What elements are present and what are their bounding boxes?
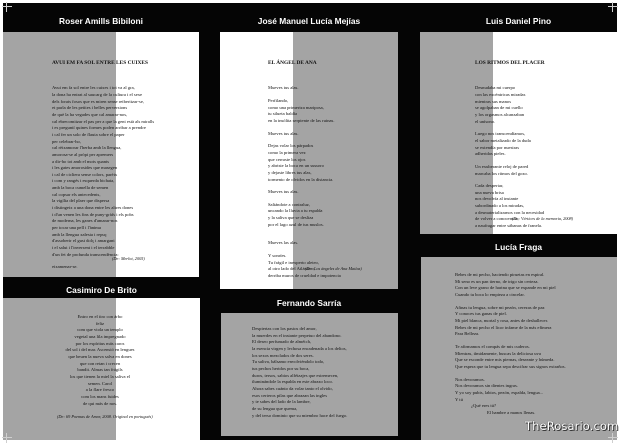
poem-line: subordinado a los miradas, (475, 203, 525, 209)
poem-line: de què la ha vegades que cal amarar-nos, (52, 111, 128, 117)
poem-line: que cerraste los ojos (268, 156, 306, 162)
poem-line: de volver a conocernos, (475, 216, 519, 222)
poem-line: Mientras, tímidamente, buscas la deliciosa uva (455, 350, 541, 356)
poem-line: de moderna, les ganes d'amarar-nos (52, 218, 118, 224)
poem-line: Bebes de mi pecho, haciendo piruetas en espiral. (455, 272, 545, 277)
poem-line: esos certeros pilas que abrazan las ingles (252, 392, 328, 398)
poem-line: mientras sus manos (475, 98, 511, 104)
poem-line: tu silueta baldía (268, 111, 298, 117)
poem-line: Tu saliva, bálsamo envolviéndolo todo, (252, 359, 325, 365)
poem-line: Luego nos transcendíamos, (475, 131, 526, 137)
poem-line: Afinas tu lengua, sobre mi pezón, cerezas de paz (455, 304, 545, 310)
poem-line: la esencia virgen y lechosa encadenada a los deltos, (252, 345, 347, 351)
jose-author-header: José Manuel Lucía Mejías (257, 16, 361, 26)
poem-line: Con un leve grano de harina que se expande en mi piel (455, 285, 556, 291)
poem-line: feliz (95, 320, 105, 326)
roser-poem-lines (52, 85, 154, 271)
poem-line: se agolpaban de mi cuello (475, 105, 523, 111)
poem-line: Un exuberante reloj de pared (475, 163, 529, 169)
poem-line: duros, tersos, sabios alféizajes que estremecen, (252, 372, 339, 378)
poem-line: Mueves tus alas. (268, 85, 299, 91)
poem-line: cal copsar els antecedents, (52, 191, 101, 197)
casimiro-poem (20, 314, 180, 407)
poem-line: vegetal una lila impregnado (74, 333, 126, 339)
poem-line: el unísono. (475, 118, 496, 124)
poem-line: i cal de cicliera sense colors, parèix (52, 171, 118, 177)
crop-mark-top-left-icon (2, 2, 12, 12)
roser-poem-source: (De: Merlot, 2005) (112, 256, 145, 261)
poem-line: El deseo perfumado de alméich, (252, 339, 312, 345)
poem-line: el sabor metalizado de la duda (475, 137, 531, 143)
poem-line: d'un fet de profunda transcendència: (52, 251, 119, 257)
poem-line: al otro lado del Atlántico, (268, 266, 315, 272)
poem-line: Dejas volar los párpados (268, 143, 314, 149)
poem-line: derriba muros de crueldad e impotencia (268, 273, 341, 279)
poem-line: Entro en el tiro con árbo (77, 314, 123, 319)
poem-line: a desmaterializarnos con la necesidad (475, 209, 545, 215)
poem-line: nos devolvía al instante (475, 196, 519, 202)
poem-line: bandit. Almas tan frágils (77, 367, 123, 373)
poem-line: con las excéntricas miradas (475, 91, 526, 97)
poem-line: y del terso dominio que su miembro hace del fuego. (252, 412, 348, 418)
jose-poem-lines (268, 85, 341, 279)
poem-line: Nos devoramos sin dientes ingras. (455, 383, 518, 389)
poem-line: Y tú (455, 396, 463, 402)
poem-line: Y conoces tus ganas de piel. (455, 311, 507, 317)
poem-line: que con retan i crecen (79, 360, 121, 366)
poem-line: y te sabes del lado de la lambre, (252, 399, 311, 405)
poem-line: Y sonríes. (268, 253, 287, 259)
poem-line: Bebes de mi pecho el licor infame de la más efímera (455, 324, 552, 330)
jose-poem-title: EL ÁNGEL DE ANA (268, 60, 317, 67)
poem-line: Nos devoramos. (455, 376, 485, 382)
crop-mark-top-right-icon (608, 2, 618, 12)
poem-line: y los orgasmos alcanzaban (475, 111, 525, 117)
poem-line: Mueves tus alas. (268, 189, 299, 195)
poem-line: Perfilando, (268, 97, 289, 103)
poem-line: Y yo soy pubis, labios, pezón, espalda, lengua... (455, 389, 544, 395)
poem-closing-line: El hambre a manos llenas. (487, 409, 536, 415)
poem-line: i cal fer un solo de flauta sobre el paper (52, 131, 125, 137)
poem-line: iluminándole la espalda en este abrazo loco. (252, 379, 333, 385)
poem-line: tus pechos heridos por su boca, (252, 365, 310, 371)
poem-line: los que tienen la miel la saliva el (69, 373, 131, 379)
poem-line: como una primeriza mariposa, (268, 104, 324, 110)
luis-poem-source: (De: Vértices de la memoria, 2008) (512, 216, 574, 221)
poem-closing-line: ¿Qué eres tú? (471, 403, 496, 409)
poem-line: i distingeix a una dona entre les altres dones (52, 205, 134, 211)
poem-line: marcaba los ritmos del gozo. (475, 170, 528, 176)
roser-author-header: Roser Amills Bibiloni (59, 16, 143, 26)
poem-line: amorosa-se al pròpi per apremers (52, 151, 114, 157)
poem-line: i les gates amorosides que masegen (52, 165, 118, 171)
poem-line: Te afirmamos el compás de mis cuderos. (455, 343, 530, 349)
poem-line: Que espera que tu lengua sepa descifrar sus signos extraños. (455, 363, 566, 369)
poem-line: que beuen la nueva salva en dones (68, 353, 132, 359)
lucia-author-header: Lucía Fraga (494, 242, 542, 252)
luis-poem-title: LOS RITMOS DEL PLACER (475, 60, 545, 67)
poem-line: eixamenar-se. (52, 264, 78, 270)
casimiro-author-header: Casimiro De Brito (66, 285, 137, 295)
poem-line: la vigília del plaer que dispersa (52, 198, 110, 204)
poem-line: cal rèixamorar l'herba amb la llengua, (52, 145, 122, 151)
poem-line: como la primera vez (268, 149, 306, 155)
poem-line: en la insólita serpiente de las ruinas. (268, 117, 335, 123)
poem-line: Despiertas con los pastos del amor, (252, 326, 317, 331)
poem-line: por el lago azul de tus muslos. (268, 221, 324, 227)
luis-poem-lines (475, 85, 545, 229)
poem-line: Mi piel blanca, mortal y rosa, antes de deshallecer. (455, 317, 548, 323)
poem-line: la dona ha entrat al saucarg de la cultura i el sexe (52, 91, 143, 97)
poem-line: d'assoberir el gust dolç i amargant (52, 238, 115, 244)
poem-line: a la flare fresco (85, 387, 115, 393)
poem-line: Tu frágil e inexperto aleteo, (268, 259, 319, 265)
poem-line: una nueva brisa (475, 189, 504, 195)
fernando-poem (252, 326, 347, 419)
poem-line: i com y rangés i esquerda bichata, (52, 178, 115, 184)
jose-poem-source: (De: Los ángeles de Ana Matías) (305, 266, 362, 271)
poem-line: y dejaste libres tus alas, (268, 169, 312, 175)
fernando-author-header: Fernando Sarría (276, 298, 342, 308)
roser-poem-title: AVUI EM FA SOL ENTRE LES CUIXES (52, 60, 148, 67)
poem-line: Ahora sabes cuánto da volar tanto el olvido, (252, 385, 333, 391)
poem-line: del sol i del mar. Ascensió en lengues (65, 347, 135, 353)
poem-line: Avui em fa sol entre les cuixes i tot va al gra, (52, 85, 135, 91)
luis-poem (475, 47, 545, 236)
crop-mark-bottom-left-icon (2, 433, 12, 443)
poem-line: a dir-ho tot amb el mots quants (52, 158, 110, 164)
poem-line: Cuando tu boca lo empieza a cincelar. (455, 291, 525, 297)
poem-line: de qui más de nos. (82, 400, 118, 406)
poem-line: a naufragar entre sábanas de franela. (475, 223, 543, 229)
poem-line: se extendía por nuestras (475, 144, 520, 150)
poem-line: semen. Carol (87, 380, 113, 386)
poem-line: Saltándote a contraluz, (268, 201, 310, 207)
poem-line: Mueves tus alas. (268, 130, 299, 136)
poem-line: i d'un venen les fins de puny-gràfs i els pobs (52, 211, 134, 217)
casimiro-poem-source: (De: 69 Poemas de Amor, 2008. Original en portugués) (57, 414, 153, 419)
poem-line: Que se esconde entre mis piernas, deseante y húmeda. (455, 357, 555, 363)
poem-line: y la saliva que se desliza (268, 215, 314, 221)
poem-line: Desnudaba mi cuerpo (475, 85, 516, 91)
poem-line: uncando la lluvia a tu espalda (268, 208, 323, 214)
poem-line: por los espíritus más caros (75, 340, 125, 346)
poem-line: Mueves las alas. (268, 240, 299, 246)
poem-line: Cada despertar, (475, 183, 504, 189)
poem-line: la muerdes en el instante perpetuo del abandono. (252, 332, 342, 338)
poem-line: amb la llengua xalesta i repuç (52, 231, 107, 237)
poem-line: de su lengua que quema, (252, 405, 298, 411)
poem-line: cal ebrecomitzar el pas per a que la gent està als miralls (52, 118, 155, 124)
poem-line: los sexos mezclados de dos seres. (252, 352, 314, 358)
jose-poem (268, 47, 341, 286)
poem-line: amb la boca cumella de semen (52, 185, 109, 191)
poem-line: i es preguntí quines formes poden arribar a prendre (52, 125, 146, 131)
poem-line: adheridas pieles. (475, 151, 506, 157)
poem-line: per tocar una pell i l'ànima (52, 225, 101, 231)
crop-mark-bottom-right-icon (608, 433, 618, 443)
poem-line: y abriste la boca en un susurro (268, 163, 324, 169)
poem-line: i el salut i l'inversent i el terrabble (52, 245, 115, 251)
poem-line: per celebrar-ho, (52, 138, 81, 144)
poem-line: Mi seno es un pan tierno, de trigo sin certeza. (455, 278, 539, 284)
poem-line: tormento de olvidos en la distancia. (268, 176, 334, 182)
lucia-poem (455, 272, 566, 416)
poem-line: dels forats fosos que es miren sense reiberitzar-se, (52, 98, 145, 104)
poem-line: et parla de les petites i belles perversions (52, 105, 128, 111)
luis-author-header: Luis Daniel Pino (485, 16, 552, 26)
watermark-logo: TheRosario.com (525, 419, 619, 433)
poem-line: com los mans fuides (81, 393, 119, 399)
poem-line: Para Belleza. (455, 331, 480, 337)
poem-line: com que viola un templo (77, 327, 123, 333)
roser-poem (52, 47, 154, 278)
